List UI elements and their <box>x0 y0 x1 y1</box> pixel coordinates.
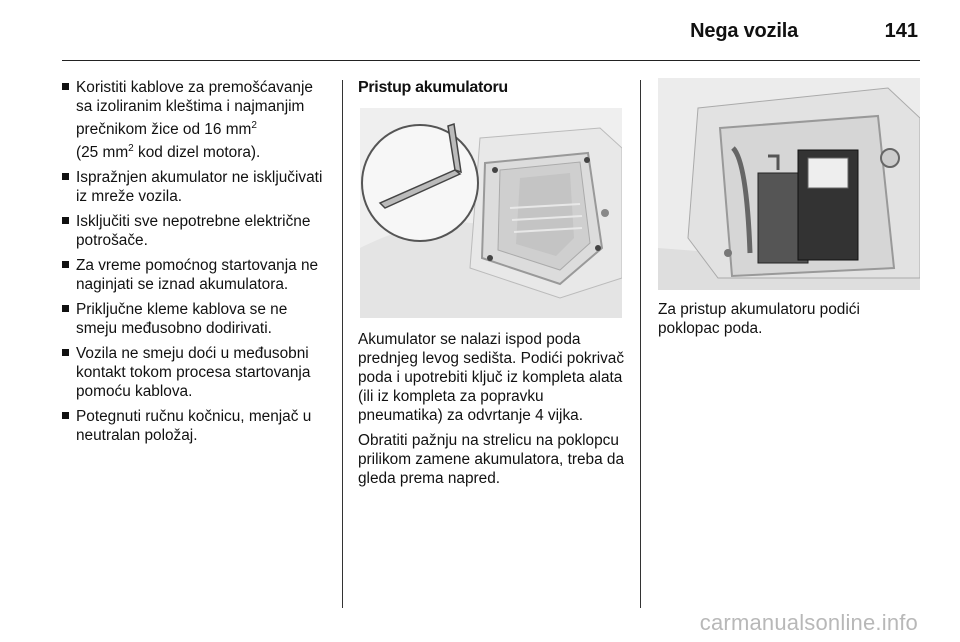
floor-cover-drawing <box>360 108 622 318</box>
bullet-square-icon <box>62 305 69 312</box>
list-item-text: Za vreme pomoćnog startovanja ne naginjati se iznad akumulatora. <box>76 257 319 294</box>
floor-cover-illustration <box>360 108 622 318</box>
section-title: Pristup akumulatoru <box>358 79 508 96</box>
bullet-square-icon <box>62 83 69 90</box>
paragraph: Akumulator se nalazi ispod poda prednjeg levog sedišta. Podići pokrivač poda i upotrebiti ključ iz kompleta alata (ili iz kompleta za popravku pneumatika) za odvrtanje 4 vijka. <box>358 331 625 424</box>
column-middle-text <box>358 330 628 494</box>
bullet-square-icon <box>62 349 69 356</box>
battery-illustration <box>658 78 920 290</box>
list-item-text: Isključiti sve nepotrebne električne potrošače. <box>76 213 311 250</box>
list-item <box>62 344 332 401</box>
list-item <box>62 300 332 338</box>
list-item-text: Ispražnjen akumulator ne isključivati iz mreže vozila. <box>76 169 323 206</box>
watermark: carmanualsonline.info <box>699 610 918 635</box>
superscript: 2 <box>128 143 134 155</box>
battery-drawing <box>658 78 920 290</box>
list-item-text: Potegnuti ručnu kočnicu, menjač u neutralan položaj. <box>76 408 312 445</box>
list-item-text: kod dizel motora). <box>133 144 261 162</box>
list-item-text: (25 mm <box>76 144 129 162</box>
bullet-square-icon <box>62 412 69 419</box>
bullet-list <box>62 78 332 445</box>
list-item-text: Vozila ne smeju doći u međusobni kontakt tokom procesa startovanja pomoću kablova. <box>76 345 311 401</box>
list-item <box>62 168 332 206</box>
caption: Za pristup akumulatoru podići poklopac poda. <box>658 301 860 337</box>
list-item <box>62 256 332 294</box>
column-right-text <box>658 300 920 344</box>
list-item <box>62 407 332 445</box>
list-item <box>62 212 332 250</box>
column-divider-1 <box>342 80 343 608</box>
bullet-square-icon <box>62 217 69 224</box>
bullet-square-icon <box>62 173 69 180</box>
list-item-text: Koristiti kablove za premošćavanje sa izoliranim kleštima i najmanjim prečnikom žice od 16 mm <box>76 79 313 139</box>
list-item <box>62 78 332 162</box>
bullet-square-icon <box>62 261 69 268</box>
paragraph: Obratiti pažnju na strelicu na poklopcu prilikom zamene akumulatora, treba da gleda prema napred. <box>358 432 625 487</box>
column-divider-2 <box>640 80 641 608</box>
list-item-text: Priključne kleme kablova se ne smeju međusobno dodirivati. <box>76 301 288 338</box>
superscript: 2 <box>251 120 257 131</box>
column-middle <box>358 78 628 98</box>
header-title: Nega vozila <box>690 20 798 42</box>
page-number: 141 <box>884 20 918 42</box>
header-rule <box>62 60 920 61</box>
column-left <box>62 78 332 451</box>
